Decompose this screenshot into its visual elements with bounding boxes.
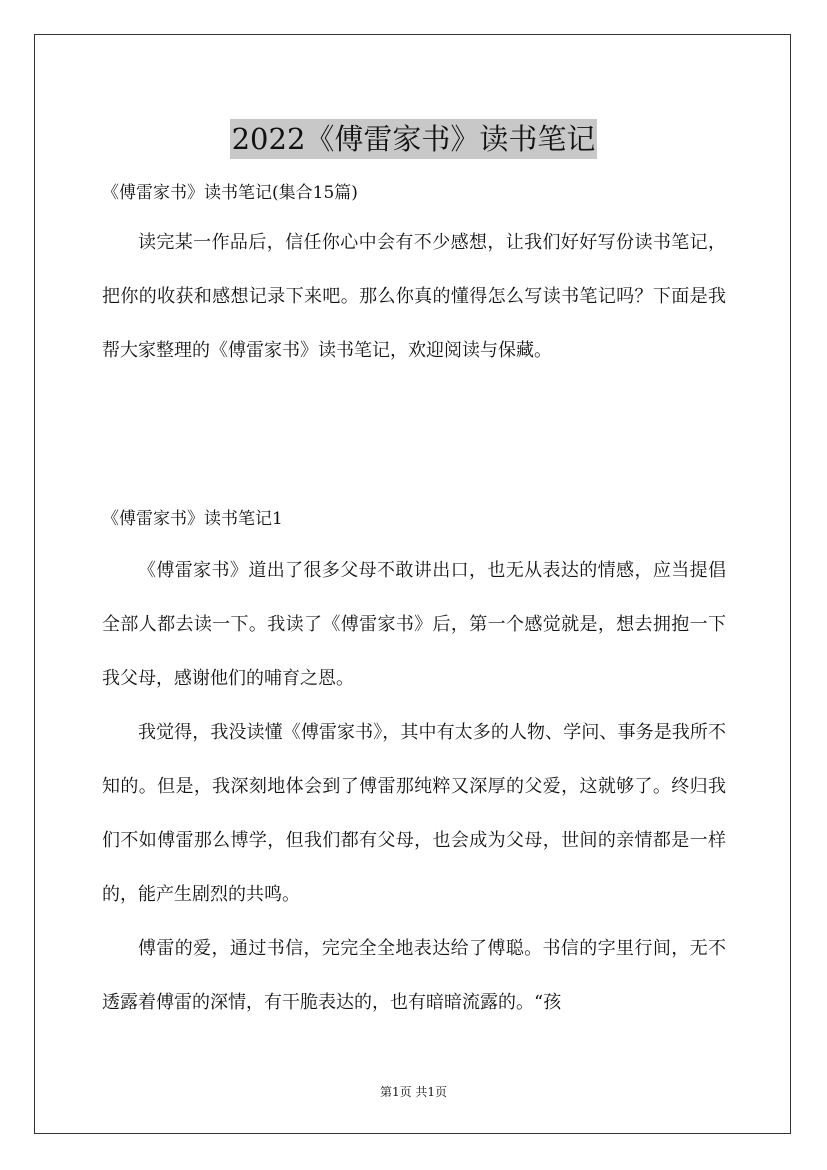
body-paragraph-3: 傅雷的爱，通过书信，完完全全地表达给了傅聪。书信的字里行间，无不透露着傅雷的深情，有干脆表达的，也有暗暗流露的。“孩 <box>102 938 726 1013</box>
body-paragraph-2: 我觉得，我没读懂《傅雷家书》，其中有太多的人物、学问、事务是我所不知的。但是，我深刻地体会到了傅雷那纯粹又深厚的父爱，这就够了。终归我们不如傅雷那么博学，但我们都有父母，也会成为父母，世间的亲情都是一样的，能产生剧烈的共鸣。 <box>102 722 726 905</box>
body-paragraph-1: 《傅雷家书》道出了很多父母不敢讲出口，也无从表达的情感，应当提倡全部人都去读一下。我读了《傅雷家书》后，第一个感觉就是，想去拥抱一下我父母，感谢他们的哺育之恩。 <box>102 560 726 689</box>
document-subtitle: 《傅雷家书》读书笔记(集合15篇) <box>102 183 358 203</box>
section-heading: 《傅雷家书》读书笔记1 <box>102 509 283 529</box>
title-container <box>0 100 827 179</box>
page-footer: 第1页 共1页 <box>379 1085 448 1099</box>
document-title: 2022《傅雷家书》读书笔记 <box>230 119 598 159</box>
intro-paragraph: 读完某一作品后，信任你心中会有不少感想，让我们好好写份读书笔记，把你的收获和感想记录下来吧。那么你真的懂得怎么写读书笔记吗？下面是我帮大家整理的《傅雷家书》读书笔记，欢迎阅读与保藏。 <box>102 232 726 361</box>
